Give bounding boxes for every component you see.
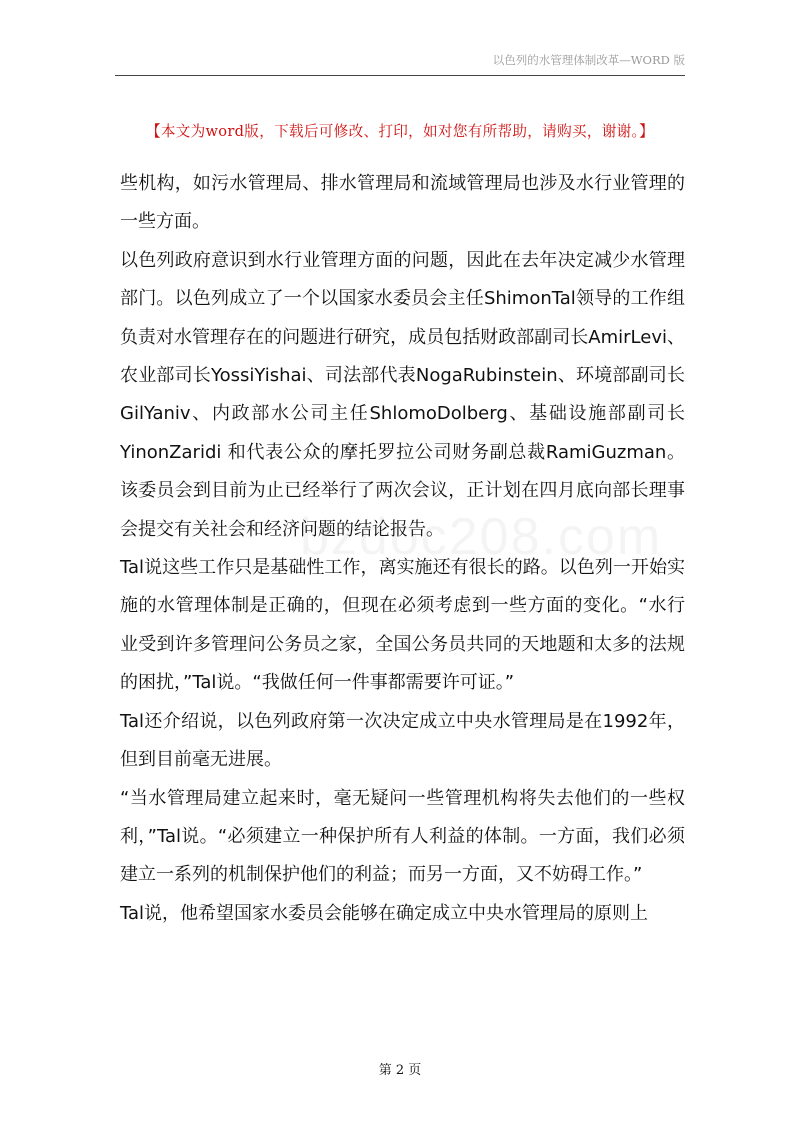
header-divider [115,75,685,76]
paragraph: Tal说这些工作只是基础性工作，离实施还有很长的路。以色列一开始实施的水管理体制是正确的，但现在必须考虑到一些方面的变化。“水行业受到许多管理问公务员之家，全国公务员共同的天地题和太多的法规的困扰，”Tal说。“我做任何一件事都需要许可证。” [120,557,685,694]
paragraph: 些机构，如污水管理局、排水管理局和流域管理局也涉及水行业管理的一些方面。 [120,173,685,233]
header-title: 以色列的水管理体制改革—WORD 版 [492,53,685,67]
purchase-notice: 【本文为word版，下载后可修改、打印，如对您有所帮助，请购买，谢谢。】 [145,123,655,140]
document-body [120,165,685,933]
paragraph: Tal还介绍说，以色列政府第一次决定成立中央水管理局是在1992年，但到目前毫无进展。 [120,710,685,771]
page-header [115,52,685,68]
paragraph: 以色列政府意识到水行业管理方面的问题，因此在去年决定减少水管理部门。以色列成立了一个以国家水委员会主任ShimonTal领导的工作组负责对水管理存在的问题进行研究，成员包括财政部副司长AmirLevi、农业部司长YossiYishai、司法部代表NogaRubinstein、环境部副司长GilYaniv、内政部水公司主任ShlomoDolberg、基础设施部副司长 YinonZaridi 和代表公众的摩托罗拉公司财务副总裁RamiGuzman。该委员会到目前为止已经举行了两次会议，正计划在四月底向部长理事会提交有关社会和经济问题的结论报告。 [120,249,686,540]
paragraph: “当水管理局建立起来时，毫无疑问一些管理机构将失去他们的一些权利，”Tal说。“必须建立一种保护所有人利益的体制。一方面，我们必须建立一系列的机制保护他们的利益；而另一方面，又不妨碍工作。” [120,787,685,886]
page-footer [0,1059,800,1078]
page-number: 第 2 页 [378,1063,422,1078]
paragraph: Tal说，他希望国家水委员会能够在确定成立中央水管理局的原则上 [120,902,649,924]
